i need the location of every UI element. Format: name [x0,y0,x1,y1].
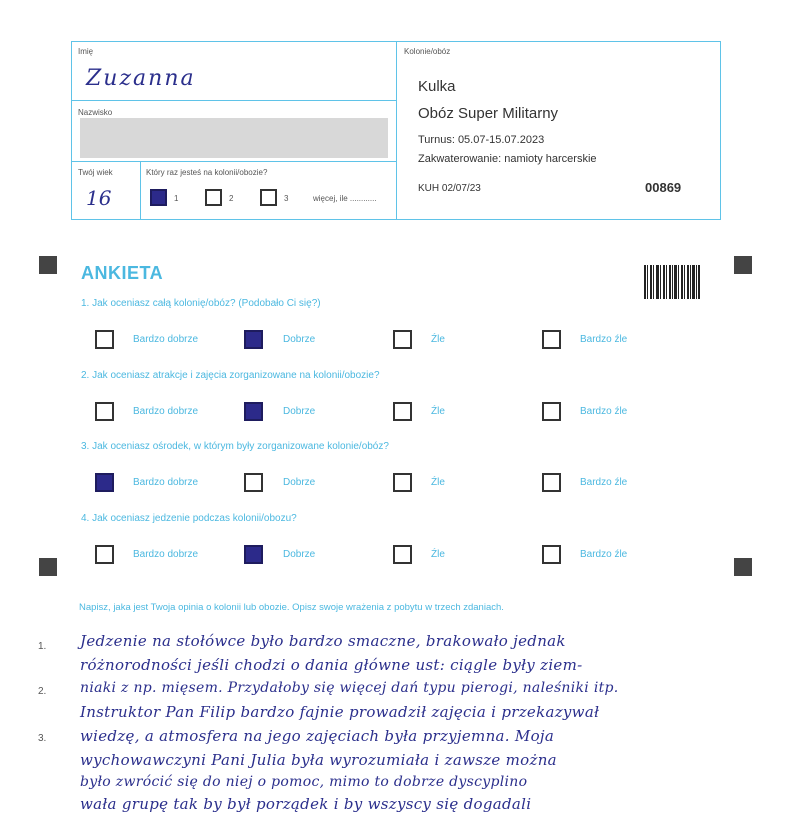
q3-option-label: Bardzo dobrze [133,477,199,488]
q3-checkbox-zle[interactable] [393,473,412,492]
camp-place: Kulka [418,78,456,95]
q4-option-label: Źle [431,549,445,560]
question-4: 4. Jak oceniasz jedzenie podczas kolonii/obozu? [81,513,297,524]
q4-checkbox-dobrze[interactable] [244,545,263,564]
survey-title: ANKIETA [81,263,164,283]
answer-line: wiedzę, a atmosfera na jego zajęciach była przyjemna. Moja [80,727,555,745]
header-divider-name [71,100,396,101]
registration-square-icon [734,558,752,576]
visit-option-3: 3 [284,194,289,203]
name-label: Imię [78,47,94,56]
question-3: 3. Jak oceniasz ośrodek, w którym były zorganizowane kolonie/obóz? [81,441,389,452]
name-value[interactable]: Zuzanna [86,66,196,91]
header-divider-vertical [396,41,397,220]
q4-option-label: Dobrze [283,549,316,560]
camp-label: Kolonie/obóz [404,47,451,56]
age-label: Twój wiek [78,168,113,177]
opinion-prompt: Napisz, jaka jest Twoja opinia o kolonii lub obozie. Opisz swoje wrażenia z pobytu w trzech zdaniach. [79,602,504,613]
q2-option-label: Źle [431,406,445,417]
q1-option-label: Źle [431,334,445,345]
q1-option-label: Dobrze [283,334,316,345]
camp-accommodation: Zakwaterowanie: namioty harcerskie [418,153,597,165]
registration-square-icon [734,256,752,274]
line-number-3: 3. [38,733,47,744]
visit-more: więcej, ile ............ [313,194,377,203]
registration-square-icon [39,256,57,274]
answer-line: różnorodności jeśli chodzi o dania główne ust: ciągle były ziem- [80,656,583,674]
q4-checkbox-zle[interactable] [393,545,412,564]
q2-checkbox-bardzo-zle[interactable] [542,402,561,421]
q3-checkbox-bardzo-dobrze[interactable] [95,473,114,492]
barcode-icon [644,265,700,299]
q4-option-label: Bardzo dobrze [133,549,199,560]
visit-checkbox-3[interactable] [260,189,277,206]
question-1: 1. Jak oceniasz całą kolonię/obóz? (Podobało Ci się?) [81,298,321,309]
q4-checkbox-bardzo-zle[interactable] [542,545,561,564]
q1-checkbox-dobrze[interactable] [244,330,263,349]
visits-label: Który raz jesteś na kolonii/obozie? [146,168,268,177]
q2-checkbox-bardzo-dobrze[interactable] [95,402,114,421]
surname-redacted-field[interactable] [80,118,388,158]
q3-option-label: Źle [431,477,445,488]
q2-option-label: Bardzo źle [580,406,628,417]
question-2: 2. Jak oceniasz atrakcje i zajęcia zorganizowane na kolonii/obozie? [81,370,380,381]
camp-name: Obóz Super Militarny [418,105,559,122]
answer-line: Jedzenie na stołówce było bardzo smaczne, brakowało jednak [80,632,566,650]
line-number-2: 2. [38,686,47,697]
q4-checkbox-bardzo-dobrze[interactable] [95,545,114,564]
q3-checkbox-dobrze[interactable] [244,473,263,492]
age-value[interactable]: 16 [86,186,112,210]
q2-option-label: Dobrze [283,406,316,417]
form-number: 00869 [645,180,682,195]
q3-checkbox-bardzo-zle[interactable] [542,473,561,492]
q1-checkbox-bardzo-zle[interactable] [542,330,561,349]
q1-option-label: Bardzo źle [580,334,628,345]
surname-label: Nazwisko [78,108,113,117]
q2-checkbox-dobrze[interactable] [244,402,263,421]
answer-line: niaki z np. mięsem. Przydałoby się więcej dań typu pierogi, naleśniki itp. [80,680,619,696]
visit-checkbox-1[interactable] [150,189,167,206]
registration-square-icon [39,558,57,576]
answer-line: Instruktor Pan Filip bardzo fajnie prowadził zajęcia i przekazywał [80,703,600,721]
q4-option-label: Bardzo źle [580,549,628,560]
visit-option-2: 2 [229,194,234,203]
header-divider-surname [71,161,396,162]
camp-turnus: Turnus: 05.07-15.07.2023 [418,134,545,146]
visit-checkbox-2[interactable] [205,189,222,206]
q2-option-label: Bardzo dobrze [133,406,199,417]
q2-checkbox-zle[interactable] [393,402,412,421]
header-divider-age [140,161,141,220]
answer-line: wychowawczyni Pani Julia była wyrozumiała i zawsze można [80,751,557,769]
q1-checkbox-bardzo-dobrze[interactable] [95,330,114,349]
line-number-1: 1. [38,641,47,652]
q3-option-label: Bardzo źle [580,477,628,488]
answer-line: było zwrócić się do niej o pomoc, mimo to dobrze dyscyplino [80,774,528,790]
q1-option-label: Bardzo dobrze [133,334,199,345]
answer-line: wała grupę tak by był porządek i by wszyscy się dogadali [80,795,532,813]
visit-option-1: 1 [174,194,179,203]
q1-checkbox-zle[interactable] [393,330,412,349]
camp-code: KUH 02/07/23 [418,183,481,194]
q3-option-label: Dobrze [283,477,316,488]
